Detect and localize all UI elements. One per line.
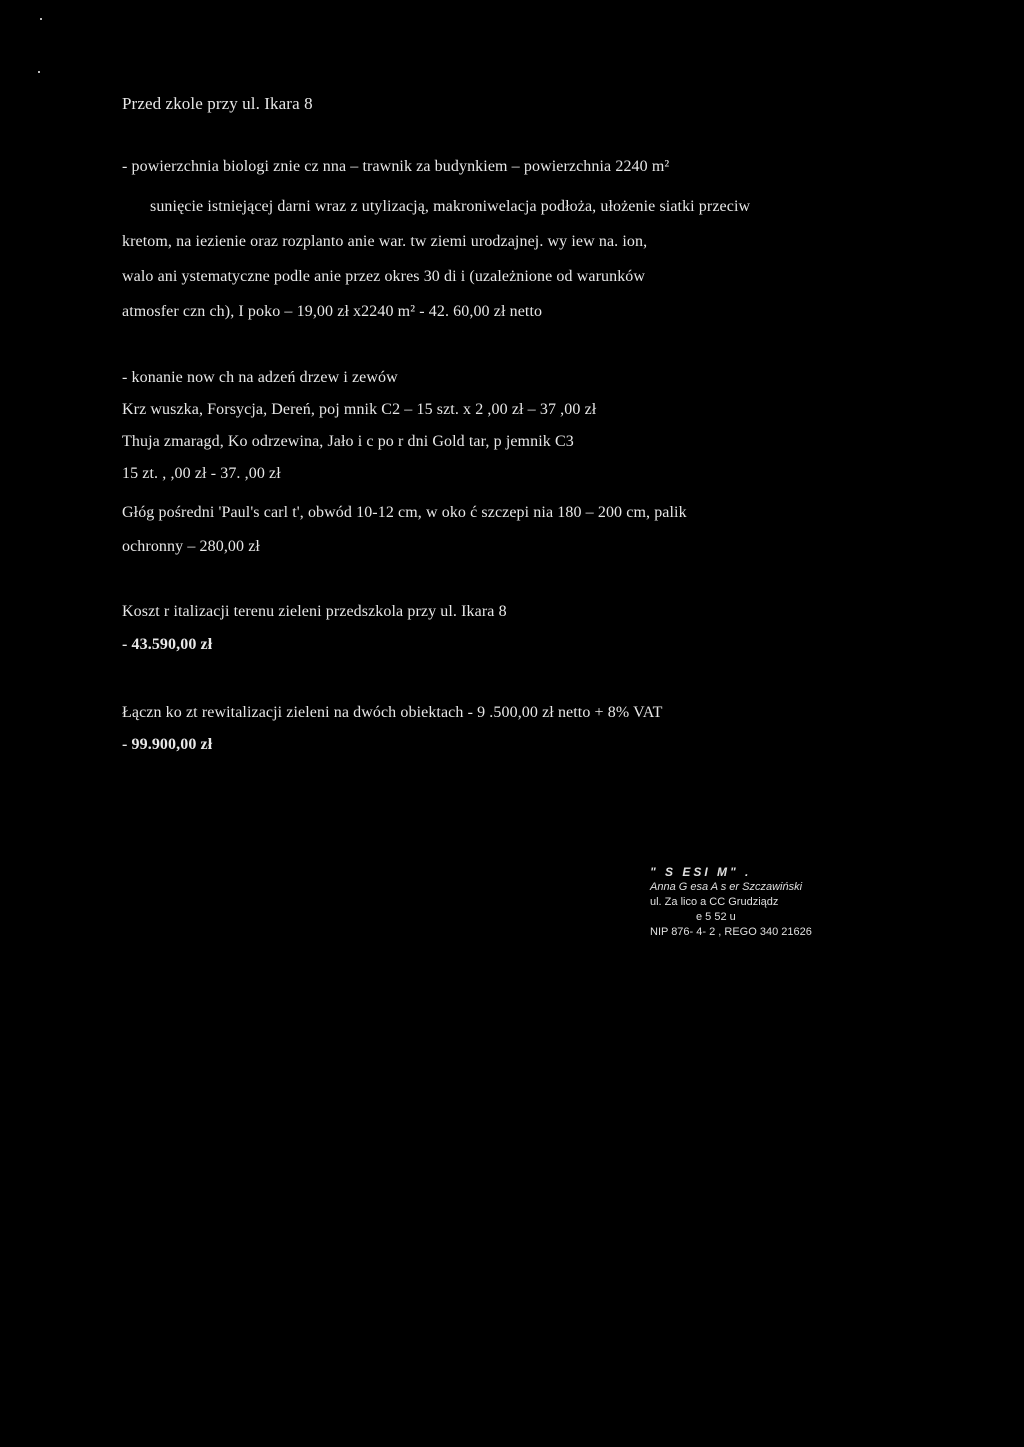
lawn-heading: - powierzchnia biologi znie cz nna – trawnik za budynkiem – powierzchnia 2240 m² [122, 158, 670, 175]
total-value: - 99.900,00 zł [122, 736, 213, 753]
plantings-line: Głóg pośredni 'Paul's carl t', obwód 10-12 cm, w oko ć szczepi nia 180 – 200 cm, palik [122, 504, 687, 521]
plantings-line: Thuja zmaragd, Ko odrzewina, Jało i c po r dni Gold tar, p jemnik C3 [122, 433, 574, 450]
page-title: Przed zkole przy ul. Ikara 8 [122, 94, 313, 113]
cost-value: - 43.590,00 zł [122, 636, 213, 653]
plantings-heading: - konanie now ch na adzeń drzew i zewów [122, 369, 398, 386]
stamp-phone: e 5 52 u [696, 911, 736, 923]
cost-label: Koszt r italizacji terenu zieleni przedszkola przy ul. Ikara 8 [122, 603, 507, 620]
scan-speck [38, 71, 40, 73]
total-label: Łączn ko zt rewitalizacji zieleni na dwóch obiektach - 9 .500,00 zł netto + 8% VAT [122, 704, 663, 721]
plantings-line: ochronny – 280,00 zł [122, 538, 260, 555]
scan-speck [40, 18, 42, 20]
plantings-line: 15 zt. , ,00 zł - 37. ,00 zł [122, 465, 281, 482]
lawn-text-line: sunięcie istniejącej darni wraz z utylizacją, makroniwelacja podłoża, ułożenie siatki przeciw [150, 198, 751, 215]
company-stamp [650, 865, 900, 940]
lawn-text-line: walo ani ystematyczne podle anie przez okres 30 di i (uzależnione od warunków [122, 268, 646, 285]
stamp-owner: Anna G esa A s er Szczawiński [650, 881, 803, 893]
stamp-address: ul. Za lico a CC Grudziądz [650, 896, 779, 908]
plantings-line: Krz wuszka, Forsycja, Dereń, poj mnik C2 – 15 szt. x 2 ,00 zł – 37 ,00 zł [122, 401, 597, 418]
lawn-text-line: atmosfer czn ch), I poko – 19,00 zł x2240 m² - 42. 60,00 zł netto [122, 303, 543, 320]
stamp-company-name: " S ESI M" . [650, 865, 752, 879]
stamp-nip: NIP 876- 4- 2 , REGO 340 21626 [650, 926, 812, 938]
lawn-text-line: kretom, na iezienie oraz rozplanto anie war. tw ziemi urodzajnej. wy iew na. ion, [122, 233, 648, 250]
